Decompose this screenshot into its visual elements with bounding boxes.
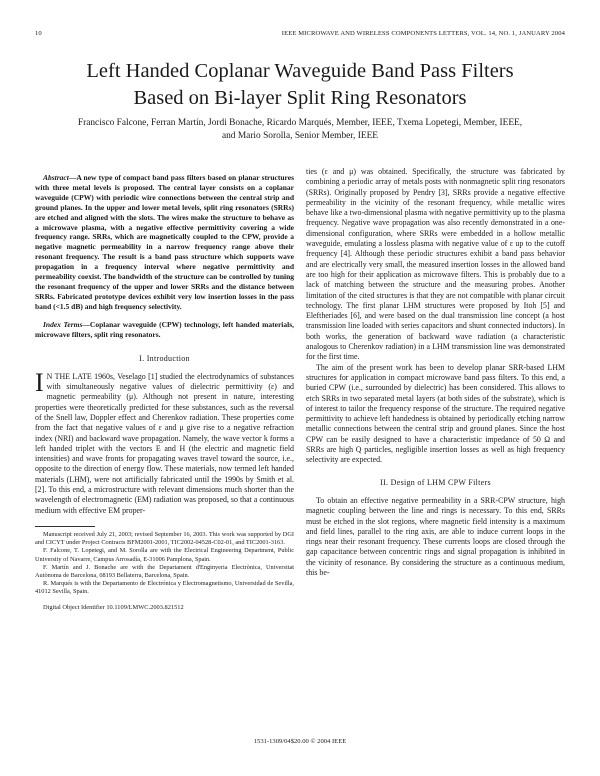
footnote-received: Manuscript received July 21, 2003; revised September 16, 2003. This work was supported by DGI and CICYT under Project Contracts BFM2001-2001, TIC2002-04528-C02-01, and TIC2001-3163. bbox=[35, 530, 294, 547]
running-head bbox=[35, 30, 565, 37]
aim-paragraph: The aim of the present work has been to develop planar SRR-based LHM structures for application in compact microwave band pass filters. To this end, a buried CPW (i.e., surrounded by dielectric) has been considered. This allows to etch SRRs in two separated metal layers (at both sides of the substrate), which is of interest to tailor the frequency response of the structure. The required negative permittivity to achieve left handedness is obtained by periodically etching narrow metallic connections between the central strip and ground planes. Since the host CPW can be easily designed to have a characteristic impedance of 50 Ω and SRRs are high Q particles, negligible insertion losses as well as high frequency selectivity are expected. bbox=[306, 362, 565, 465]
footnotes bbox=[35, 531, 294, 612]
abstract-text: —A new type of compact band pass filters based on planar structures with three metal levels is proposed. The central layer consists on a coplanar waveguide (CPW) with periodic wire connections between the central strip and ground planes. In the upper and lower metal levels, split ring resonators (SRRs) are etched and aligned with the slots. The wires make the structure to behave as a microwave plasma, with a negative effective permittivity covering a wide frequency range. SRRs, which are magnetically coupled to the CPW, provide a negative magnetic permeability in a narrow frequency range above their resonant frequency. The result is a band pass structure which supports wave propagation in a frequency interval where negative permittivity and permeability coexist. The bandwidth of the structure can be controlled by tuning the resonant frequency of the upper and lower SRRs and the distance between SRRs. Fabricated prototype devices exhibit very low insertion losses in the pass band (<1.5 dB) and high frequency selectivity. bbox=[35, 173, 294, 311]
authors-line-1: Francisco Falcone, Ferran Martín, Jordi Bonache, Ricardo Marqués, Member, IEEE, Txema Lopetegi, Member, IEEE, bbox=[77, 118, 523, 128]
intro-paragraph bbox=[35, 367, 294, 516]
author-list bbox=[30, 117, 570, 143]
section-heading-design: II. Design of LHM CPW Filters bbox=[380, 477, 491, 487]
title-line-1: Left Handed Coplanar Waveguide Band Pass Filters bbox=[86, 60, 514, 82]
journal-header: IEEE MICROWAVE AND WIRELESS COMPONENTS LETTERS, VOL. 14, NO. 1, JANUARY 2004 bbox=[281, 30, 565, 37]
title-line-2: Based on Bi-layer Split Ring Resonators bbox=[133, 87, 467, 109]
paper-title bbox=[20, 58, 580, 112]
doi-line: Digital Object Identifier 10.1109/LMWC.2003.821512 bbox=[43, 603, 184, 611]
footnote-affiliation-3: R. Marqués is with the Departamento de Electrónica y Electromagnetismo, Universidad de Sevilla, 41012 Sevilla, Spain. bbox=[35, 580, 294, 596]
copyright-line: 1531-1309/04$20.00 © 2004 IEEE bbox=[253, 738, 347, 745]
footnote-affiliation-2: F. Martín and J. Bonache are with the Departament d'Enginyeria Electrònica, Universitat Autònoma de Barcelona, 08193 Bellaterra, Barcelona, Spain. bbox=[35, 563, 294, 579]
footnote-divider bbox=[35, 526, 95, 527]
authors-line-2: and Mario Sorolla, Senior Member, IEEE bbox=[221, 131, 379, 141]
footnote-affiliation-1: F. Falcone, T. Lopetegi, and M. Sorolla are with the Electrical Engineering Department, Public University of Navarre, Campus Arrosadía, E-31006 Pamplona, Spain. bbox=[35, 547, 294, 563]
page-number: 10 bbox=[35, 30, 42, 37]
index-terms-text: —Coplanar waveguide (CPW) technology, left handed materials, microwave filters, split ring resonators. bbox=[35, 319, 295, 339]
abstract bbox=[35, 173, 294, 312]
abstract-lead: Abstract bbox=[43, 173, 69, 182]
section-heading-introduction: I. Introduction bbox=[139, 353, 190, 363]
index-terms bbox=[35, 320, 294, 340]
left-column bbox=[35, 167, 294, 612]
intro-continued: ties (ε and μ) was obtained. Specifically, the structure was fabricated by combining a periodic array of metals posts with nonmagnetic split ring resonators (SRRs). Originally proposed by Pendry [3], SRRs provide a negative effective permeability in the vicinity of the resonant frequency, while metallic wires behave like a two-dimensional plasma with negative permittivity up to the plasma frequency. Negative wave propagation was also recently demonstrated in a one-dimensional configuration, where SRRs were embedded in a hollow metallic waveguide, emulating a lossless plasma with negative value of ε up to the cutoff frequency [4]. Although these periodic structures exhibit a band pass behavior and are electrically very small, the measured insertion losses in the allowed band are too high for their application as microwave filters. This is probably due to a lack of matching between the structure and the measuring probes. Another limitation of the cited structures is that they are not compatible with planar circuit technology. The first planar LHM structures were proposed by Itoh [5] and Eleftheriades [6], and were based on the dual transmission line concept (a host transmission line loaded with series capacitors and shunt connected inductors). In both works, the generation of backward wave radiation (a characteristic analogous to Cherenkov radiation) in a LHM transmission line was demonstrated for the first time. bbox=[306, 167, 565, 362]
right-column bbox=[306, 167, 565, 578]
intro-text: N THE LATE 1960s, Veselago [1] studied the electrodynamics of substances with simultaneously negative values of dielectric permittivity (ε) and magnetic permeability (μ). Although not present in nature, interesting properties were theoretically predicted for these substances, such as the reversal of the Snell law, Doppler effect and Cherenkov radiation. These properties come from the fact that negative values of ε and μ give rise to a negative refraction index (NRI) and backward wave propagation. Namely, the wave vector k forms a left handed triplet with the vectors E and H (the electric and magnetic field intensities) and wave fronts for propagating waves travel toward the source, i.e., opposite to the direction of energy flow. These materials, now termed left handed materials (LHM), were not artificially fabricated until the 1990s by Smith et al. [2]. To this end, a microstructure with relevant dimensions much shorter than the wavelength of electromagnetic (EM) radiation was proposed, so that a continuous medium with effective EM proper- bbox=[35, 371, 294, 515]
index-terms-lead: Index Terms bbox=[43, 319, 83, 329]
design-paragraph: To obtain an effective negative permeability in a SRR-CPW structure, high magnetic coupling between the line and rings is necessary. To this end, SRRs must be etched in the slot regions, where magnetic field intensity is a maximum and field lines, parallel to the ring axis, are able to induce current loops in the rings near their resonant frequency. These currents loops are closed through the gap capacitance between concentric rings and signal propagation is inhibited in the vicinity of resonance. By considering the structure as a continuous medium, this be- bbox=[306, 495, 565, 577]
drop-cap: I bbox=[35, 367, 44, 397]
